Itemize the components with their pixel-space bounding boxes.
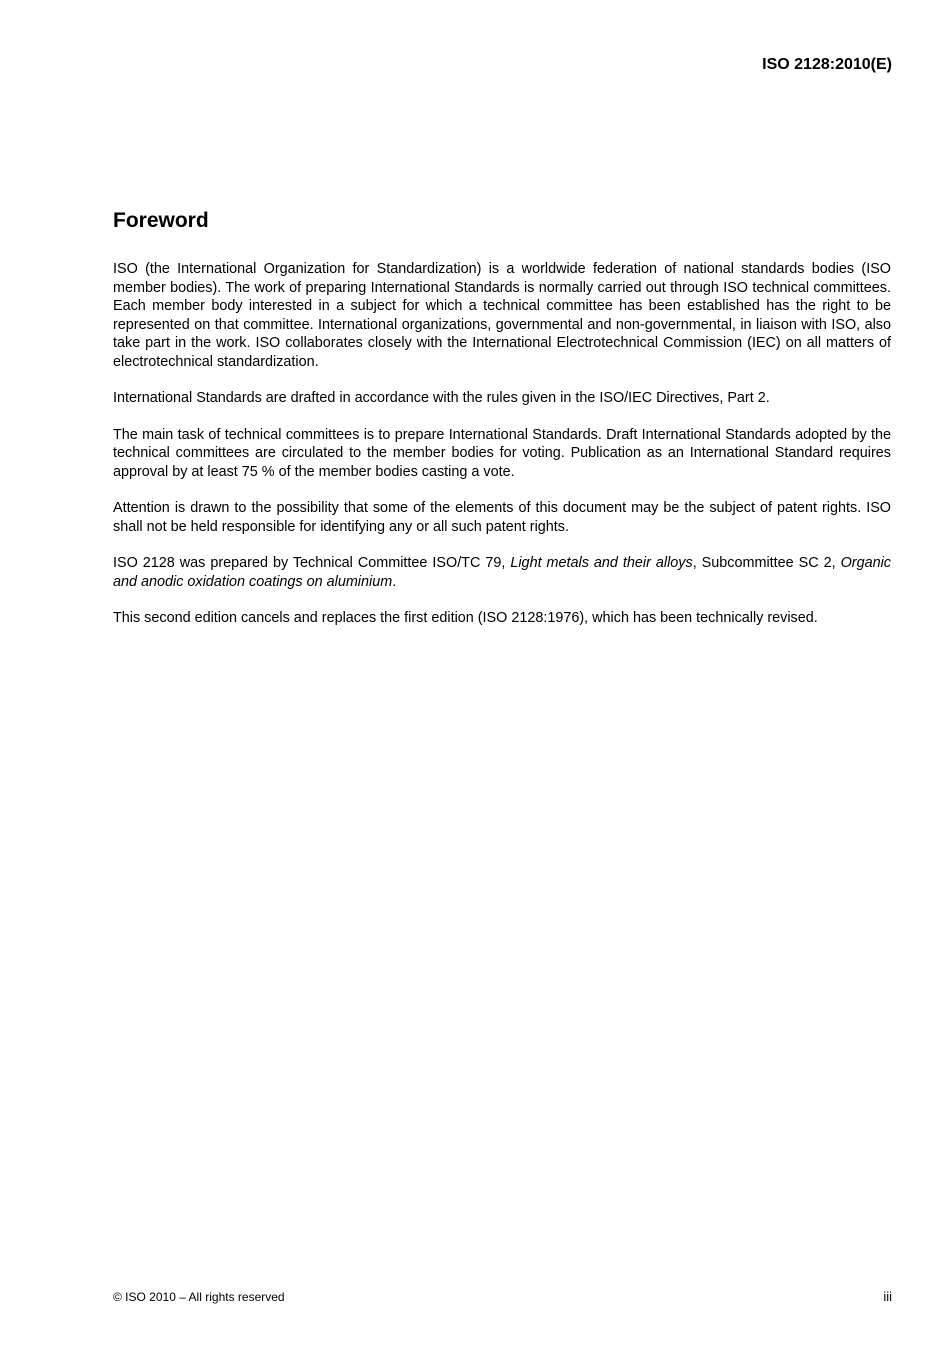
foreword-heading: Foreword (113, 209, 209, 232)
prepared-by-text-3: . (392, 573, 397, 590)
paragraph-iso-federation: ISO (the International Organization for Standardization) is a worldwide federation of national standards bodies (ISO member bodies). The work of preparing International Standards is normally carried out through ISO technical committees. Each member body interested in a subject for which a technical committee has been established has the right to be represented on that committee. International organizations, governmental and non-governmental, in liaison with ISO, also take part in the work. ISO collaborates closely with the International Electrotechnical Commission (IEC) on all matters of electrotechnical standardization. (113, 261, 891, 370)
paragraph-edition: This second edition cancels and replaces the first edition (ISO 2128:1976), which has been technically revised. (113, 610, 818, 626)
subcommittee-title: Organic and anodic oxidation coatings on aluminium (113, 555, 891, 590)
page-number: iii (883, 1289, 892, 1304)
committee-title: Light metals and their alloys (510, 555, 693, 571)
prepared-by-text-2: , Subcommittee SC 2, (692, 555, 841, 571)
paragraph-prepared-by (113, 554, 891, 591)
document-identifier: ISO 2128:2010(E) (762, 56, 892, 73)
footer-copyright: © ISO 2010 – All rights reserved (113, 1290, 285, 1304)
paragraph-committee-task: The main task of technical committees is to prepare International Standards. Draft International Standards adopted by the technical committees are circulated to the member bodies for voting. Publication as an International Standard requires approval by at least 75 % of the member bodies casting a vote. (113, 426, 891, 480)
paragraph-patent-rights: Attention is drawn to the possibility that some of the elements of this document may be the subject of patent rights. ISO shall not be held responsible for identifying any or all such patent rights. (113, 500, 891, 535)
prepared-by-text-1: ISO 2128 was prepared by Technical Committee ISO/TC 79, (113, 555, 511, 571)
paragraph-directives: International Standards are drafted in accordance with the rules given in the ISO/IEC Directives, Part 2. (113, 390, 770, 406)
foreword-body (113, 260, 891, 646)
